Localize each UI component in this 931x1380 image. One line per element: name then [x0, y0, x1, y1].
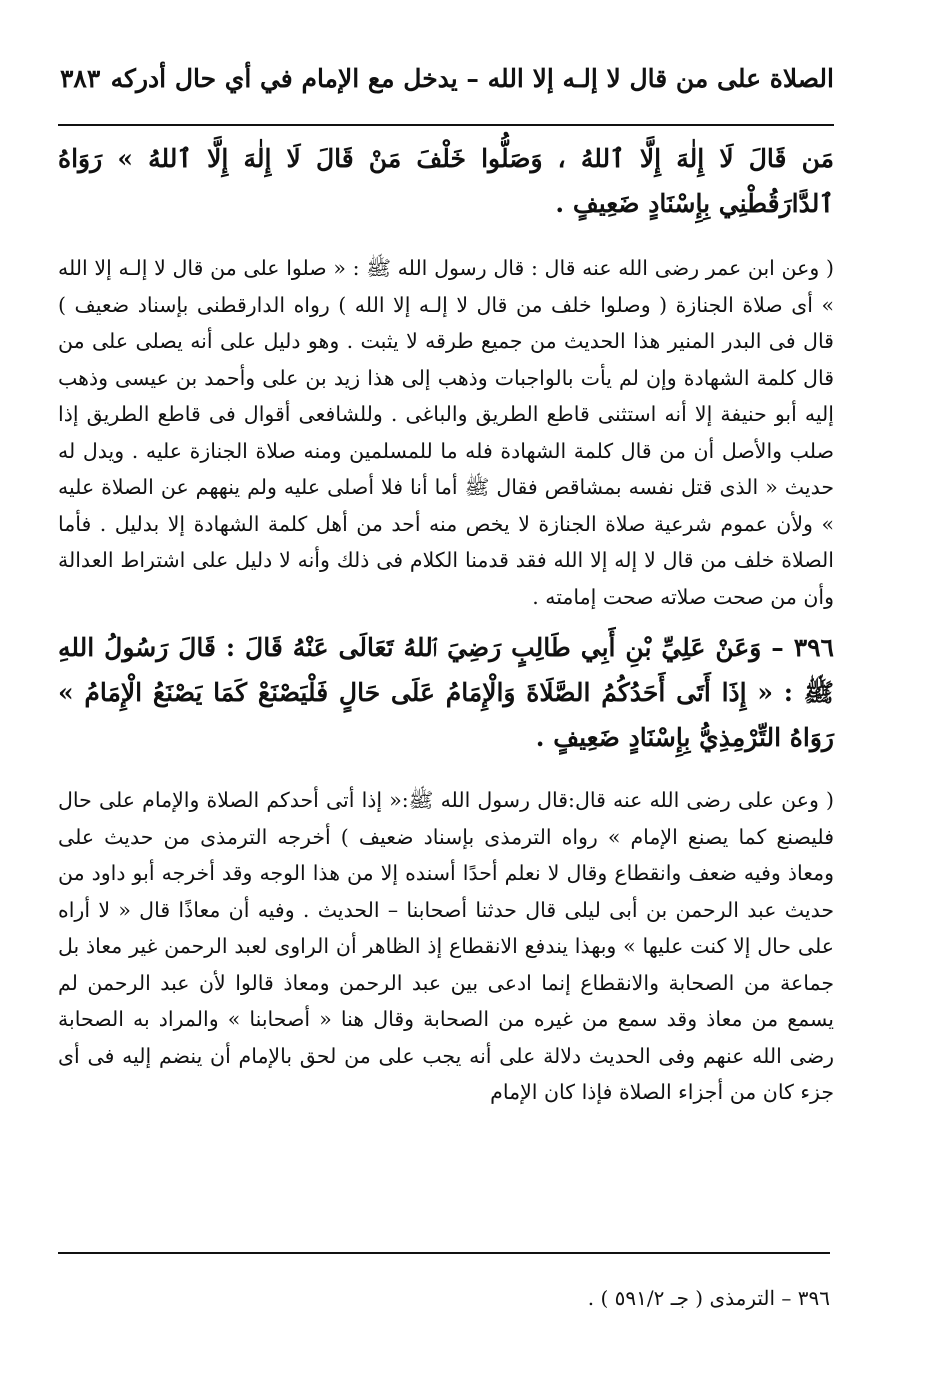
commentary-395: ( وعن ابن عمر رضى الله عنه قال : قال رسول الله ﷺ : « صلوا على من قال لا إلـه إلا الله » أى صلاة الجنازة ( وصلوا خلف من قال لا إلـه إلا الله ) رواه الدارقطنى بإسناد ضعيف ) قال فى البدر المنير هذا الحديث من جميع طرقه لا يثبت . وهو دليل على أنه يصلى على من قال كلمة الشهادة وإن لم يأت بالواجبات وذهب إلى هذا زيد بن على وأحمد بن عيسى وذهب إليه أبو حنيفة إلا أنه استثنى قاطع الطريق والباغى . وللشافعى أقوال فى قاطع الطريق إذا صلب والأصل أن من قال كلمة الشهادة فله ما للمسلمين ومنه صلاة الجنازة عليه . ويدل له حديث « الذى قتل نفسه بمشاقص فقال ﷺ أما أنا فلا أصلى عليه ولم ينههم عن الصلاة عليه » ولأن عموم شرعية صلاة الجنازة لا يخص منه أحد من أهل كلمة الشهادة إلا بدليل . فأما الصلاة خلف من قال لا إله إلا الله فقد قدمنا الكلام فى ذلك وأنه لا دليل على اشتراط العدالة وأن من صحت صلاته صحت إمامته . — [58, 256, 834, 609]
footnote: ٣٩٦ – الترمذى ( جـ ٥٩١/٢ ) . — [587, 1286, 830, 1310]
header-title: الصلاة على من قال لا إلـه إلا الله – يدخل مع الإمام في أي حال أدركه — [110, 64, 834, 93]
commentary-396: ( وعن على رضى الله عنه قال:قال رسول الله ﷺ:« إذا أتى أحدكم الصلاة والإمام على حال فليصنع كما يصنع الإمام » رواه الترمذى بإسناد ضعيف ) أخرجه الترمذى من حديث على ومعاذ وفيه ضعف وانقطاع وقال لا نعلم أحدًا أسنده إلا من هذا الوجه وقد أخرجه أبو داود من حديث عبد الرحمن بن أبى ليلى قال حدثنا أصحابنا – الحديث . وفيه أن معاذًا قال « لا أراه على حال إلا كنت عليها » وبهذا يندفع الانقطاع إذ الظاهر أن الراوى لعبد الرحمن غير معاذ بل جماعة من الصحابة والانقطاع إنما ادعى بين عبد الرحمن ومعاذ قالوا لأن عبد الرحمن لم يسمع من معاذ وقد سمع من غيره من الصحابة وقال هنا « أصحابنا » والمراد به الصحابة رضى الله عنهم وفى الحديث دلالة على أنه يجب على من لحق بالإمام أن ينضم إليه فى أى جزء كان من أجزاء الصلاة فإذا كان الإمام — [58, 788, 834, 1104]
hadith-396: ٣٩٦ – وَعَنْ عَلِيِّ بْنِ أَبِي طَالِبٍ رَضِيَ ٱللهُ تَعَالَى عَنْهُ قَالَ : قَالَ رَسُولُ اللهِ ﷺ : « إِذَا أَتَى أَحَدُكُمُ الصَّلَاةَ وَالْإِمَامُ عَلَى حَالٍ فَلْيَصْنَعْ كَمَا يَصْنَعُ الْإِمَامُ » رَوَاهُ التِّرْمِذِيُّ بِإِسْنَادٍ ضَعِيفٍ . — [58, 633, 834, 752]
page-number: ٣٨٣ — [60, 64, 101, 93]
footnote-rule — [58, 1252, 830, 1254]
running-header — [58, 64, 834, 110]
page — [58, 64, 834, 1111]
header-rule — [58, 124, 834, 126]
hadith-395-tail: مَن قَالَ لَا إِلٰهَ إِلَّا ٱللهُ ، وَصَلُّوا خَلْفَ مَنْ قَالَ لَا إِلٰهَ إِلَّا ٱللهُ » رَوَاهُ ٱلدَّارَقُطْنِي بِإِسْنَادٍ ضَعِيفٍ . — [58, 144, 834, 218]
